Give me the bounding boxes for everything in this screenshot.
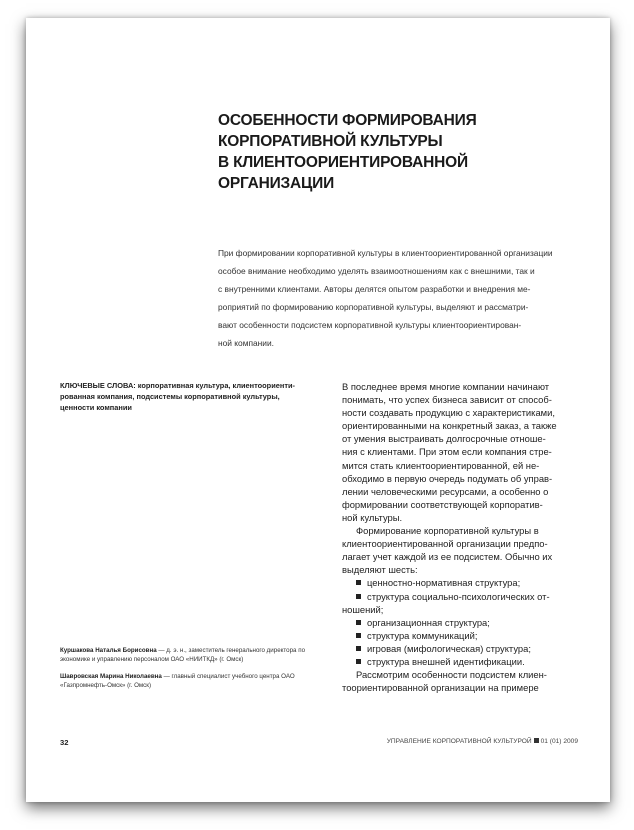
- article-title: [218, 110, 538, 194]
- body-line: ориентированными на конкретный заказ, а также: [342, 420, 557, 432]
- list-item: организационная структура;: [342, 616, 578, 629]
- keywords-line: рованная компания, подсистемы корпоративной культуры,: [60, 392, 280, 401]
- author-name: Шавровская Марина Николаевна: [60, 673, 162, 680]
- body-line: выделяют шесть:: [342, 564, 418, 576]
- body-line: лагает учет каждой из ее подсистем. Обычно их: [342, 551, 553, 563]
- list-item: игровая (мифологическая) структура;: [342, 642, 578, 655]
- body-line: ности создавать продукцию с характеристиками,: [342, 407, 555, 419]
- square-bullet-icon: [534, 738, 539, 743]
- abstract-line: роприятий по формированию корпоративной культуры, выделяют и рассматри-: [218, 302, 529, 312]
- author-entry: [60, 646, 330, 664]
- author-description: «Газпромнефть-Омск» (г. Омск): [60, 682, 152, 689]
- body-line: мится стать клиентоориентированной, ей не-: [342, 459, 540, 471]
- body-line: от умения выстраивать долгосрочные отноше-: [342, 433, 546, 445]
- author-description: — главный специалист учебного центра ОАО: [161, 673, 295, 680]
- list-item: ценностно-нормативная структура;: [342, 576, 578, 589]
- body-line: ношений;: [342, 603, 384, 615]
- article-title-line: ОСОБЕННОСТИ ФОРМИРОВАНИЯ: [218, 112, 477, 129]
- author-description: — д. э. н., заместитель генерального директора по: [156, 647, 306, 654]
- author-entry: [60, 672, 330, 690]
- body-line: клиентоориентированной организации предпо-: [342, 538, 548, 550]
- author-info: [60, 646, 330, 698]
- body-line: тоориентированной организации на примере: [342, 682, 539, 694]
- page-number: 32: [60, 738, 69, 747]
- author-description: экономике и управлению персоналом ОАО «НИИТКД» (г. Омск): [60, 656, 244, 663]
- abstract-line: ной компании.: [218, 338, 274, 348]
- body-line: обходимо в первую очередь подумать об управ-: [342, 472, 553, 484]
- article-title-line: В КЛИЕНТООРИЕНТИРОВАННОЙ: [218, 154, 468, 171]
- body-line: лении человеческими ресурсами, а особенно о: [342, 485, 549, 497]
- keywords-line: ценности компании: [60, 403, 132, 412]
- article-abstract: [218, 244, 588, 352]
- body-line: ной культуры.: [342, 511, 403, 523]
- body-line: понимать, что успех бизнеса зависит от способ-: [342, 394, 552, 406]
- journal-issue: 01 (01) 2009: [540, 738, 578, 745]
- body-line: Формирование корпоративной культуры в: [356, 525, 539, 537]
- list-item: структура коммуникаций;: [342, 629, 578, 642]
- abstract-line: При формировании корпоративной культуры в клиентоориентированной организации: [218, 248, 553, 258]
- body-text-column: [342, 380, 578, 694]
- article-title-line: КОРПОРАТИВНОЙ КУЛЬТУРЫ: [218, 133, 443, 150]
- abstract-line: особое внимание необходимо уделять взаимоотношениям как с внешними, так и: [218, 266, 535, 276]
- body-line: В последнее время многие компании начинают: [342, 381, 550, 392]
- author-name: Куршакова Наталья Борисовна: [60, 647, 157, 654]
- list-item: структура социально-психологических от-: [342, 590, 578, 603]
- abstract-line: с внутренними клиентами. Авторы делятся опытом разработки и внедрения ме-: [218, 284, 531, 294]
- body-line: Рассмотрим особенности подсистем клиен-: [356, 669, 547, 681]
- journal-footer: [387, 738, 578, 745]
- body-line: формировании соответствующей корпоратив-: [342, 498, 543, 510]
- article-title-line: ОРГАНИЗАЦИИ: [218, 175, 335, 192]
- list-item: структура внешней идентификации.: [342, 655, 578, 668]
- keywords-line: КЛЮЧЕВЫЕ СЛОВА: корпоративная культура, клиентоориенти-: [60, 381, 295, 390]
- abstract-line: вают особенности подсистем корпоративной культуры клиентоориентирован-: [218, 320, 522, 330]
- journal-name: УПРАВЛЕНИЕ КОРПОРАТИВНОЙ КУЛЬТУРОЙ: [386, 738, 532, 745]
- body-line: ния с клиентами. При этом если компания стре-: [342, 446, 552, 458]
- keywords-block: [60, 380, 330, 413]
- document-page: [26, 18, 610, 802]
